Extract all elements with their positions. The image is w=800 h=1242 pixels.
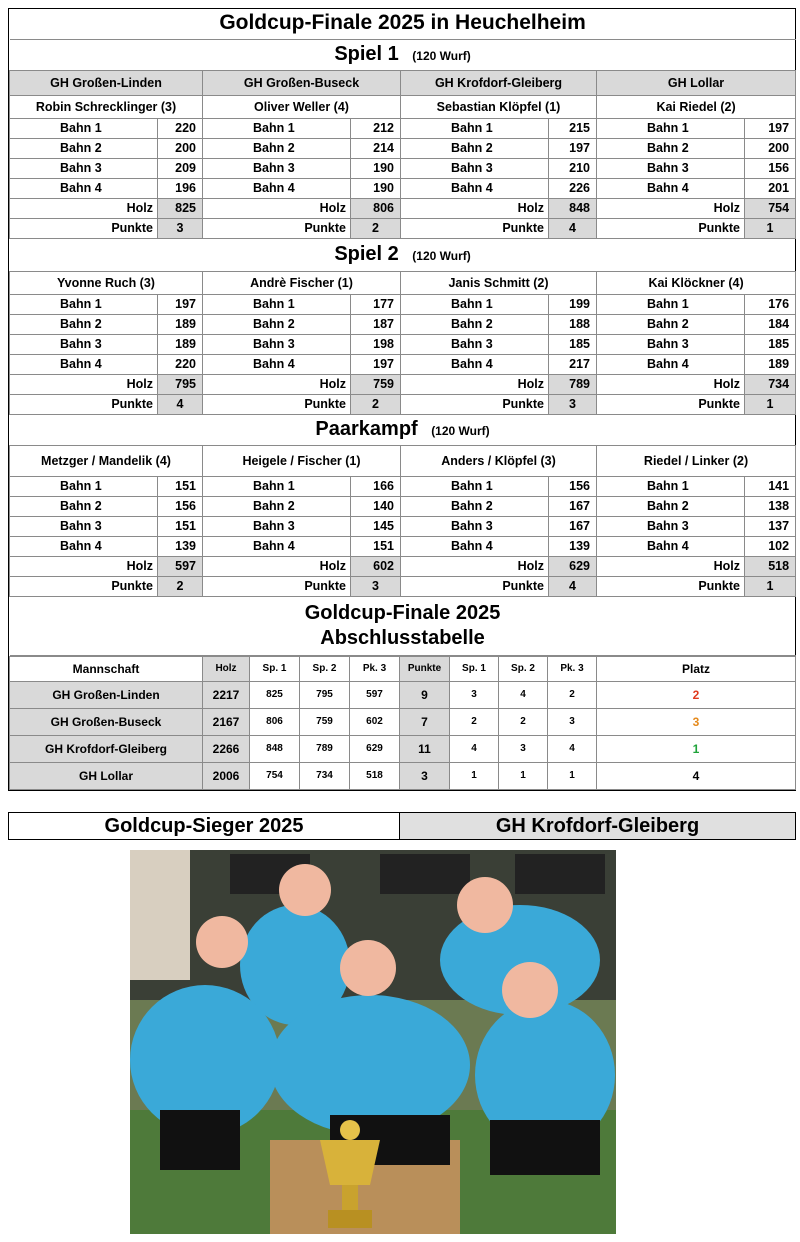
punkte-total: 11 [400, 736, 450, 763]
col-header-sp2: Sp. 2 [300, 657, 350, 682]
lane-label: Bahn 3 [401, 159, 549, 179]
lane-label: Bahn 3 [597, 335, 745, 355]
sp1-value: 754 [250, 763, 300, 790]
holz-label: Holz [10, 375, 158, 395]
table-row [10, 763, 796, 790]
rank-value: 4 [597, 763, 796, 790]
p3-value: 4 [548, 736, 597, 763]
player-name: Robin Schrecklinger (3) [10, 96, 203, 119]
punkte-value: 3 [549, 395, 597, 415]
holz-total: 734 [745, 375, 796, 395]
p3-value: 3 [548, 709, 597, 736]
lane-label: Bahn 3 [597, 517, 745, 537]
lane-score: 137 [745, 517, 796, 537]
lane-score: 197 [351, 355, 401, 375]
game-2-title: Spiel 2 [334, 243, 399, 265]
lane-label: Bahn 2 [203, 497, 351, 517]
lane-score: 166 [351, 477, 401, 497]
sp2-value: 734 [300, 763, 350, 790]
rank-value: 2 [597, 682, 796, 709]
lane-label: Bahn 1 [401, 295, 549, 315]
lane-score: 190 [351, 179, 401, 199]
lane-score: 188 [549, 315, 597, 335]
holz-total: 2006 [203, 763, 250, 790]
col-header-punkte: Punkte [400, 657, 450, 682]
pk3-value: 518 [350, 763, 400, 790]
lane-score: 226 [549, 179, 597, 199]
p1-value: 4 [450, 736, 499, 763]
lane-label: Bahn 2 [401, 497, 549, 517]
lane-score: 189 [745, 355, 796, 375]
punkte-label: Punkte [597, 577, 745, 597]
lane-label: Bahn 3 [10, 517, 158, 537]
player-name: Kai Klöckner (4) [597, 272, 796, 295]
lane-label: Bahn 1 [10, 477, 158, 497]
player-name: Anders / Klöpfel (3) [401, 446, 597, 477]
lane-label: Bahn 1 [203, 119, 351, 139]
lane-score: 210 [549, 159, 597, 179]
p1-value: 3 [450, 682, 499, 709]
final-title: Goldcup-Finale 2025 [304, 602, 501, 624]
lane-score: 156 [158, 497, 203, 517]
punkte-value: 4 [158, 395, 203, 415]
player-name: Janis Schmitt (2) [401, 272, 597, 295]
lane-label: Bahn 4 [203, 179, 351, 199]
lane-score: 187 [351, 315, 401, 335]
punkte-value: 1 [745, 395, 796, 415]
lane-score: 197 [549, 139, 597, 159]
lane-label: Bahn 3 [597, 159, 745, 179]
punkte-value: 4 [549, 577, 597, 597]
lane-label: Bahn 4 [203, 537, 351, 557]
lane-label: Bahn 1 [597, 295, 745, 315]
team-header: GH Lollar [597, 71, 796, 96]
lane-score: 151 [158, 477, 203, 497]
sp1-value: 825 [250, 682, 300, 709]
player-name: Sebastian Klöpfel (1) [401, 96, 597, 119]
lane-score: 200 [158, 139, 203, 159]
p1-value: 2 [450, 709, 499, 736]
lane-label: Bahn 3 [203, 335, 351, 355]
lane-score: 139 [158, 537, 203, 557]
game-2-subtitle: (120 Wurf) [412, 249, 471, 263]
holz-label: Holz [401, 199, 549, 219]
final-subtitle: Abschlusstabelle [320, 627, 485, 649]
punkte-value: 4 [549, 219, 597, 239]
lane-score: 189 [158, 315, 203, 335]
lane-score: 151 [158, 517, 203, 537]
p3-value: 2 [548, 682, 597, 709]
punkte-label: Punkte [597, 395, 745, 415]
lane-score: 217 [549, 355, 597, 375]
game-results-table [9, 9, 796, 656]
lane-score: 141 [745, 477, 796, 497]
rank-value: 3 [597, 709, 796, 736]
lane-score: 190 [351, 159, 401, 179]
punkte-label: Punkte [401, 219, 549, 239]
winner-label: Goldcup-Sieger 2025 [9, 813, 400, 839]
team-header: GH Krofdorf-Gleiberg [401, 71, 597, 96]
lane-score: 199 [549, 295, 597, 315]
lane-label: Bahn 4 [10, 537, 158, 557]
page-title: Goldcup-Finale 2025 in Heuchelheim [219, 11, 586, 34]
sp2-value: 759 [300, 709, 350, 736]
team-header: GH Großen-Linden [10, 71, 203, 96]
holz-total: 2167 [203, 709, 250, 736]
col-header-p-pk3: Pk. 3 [548, 657, 597, 682]
punkte-value: 3 [351, 577, 401, 597]
lane-label: Bahn 4 [597, 537, 745, 557]
team-name: GH Großen-Linden [10, 682, 203, 709]
player-name: Riedel / Linker (2) [597, 446, 796, 477]
lane-label: Bahn 1 [203, 477, 351, 497]
lane-label: Bahn 2 [401, 315, 549, 335]
lane-label: Bahn 3 [10, 335, 158, 355]
p1-value: 1 [450, 763, 499, 790]
punkte-value: 1 [745, 219, 796, 239]
lane-label: Bahn 1 [597, 119, 745, 139]
holz-label: Holz [10, 557, 158, 577]
lane-score: 167 [549, 517, 597, 537]
player-name: Oliver Weller (4) [203, 96, 401, 119]
lane-label: Bahn 4 [597, 355, 745, 375]
player-name: Kai Riedel (2) [597, 96, 796, 119]
lane-label: Bahn 1 [203, 295, 351, 315]
punkte-label: Punkte [203, 395, 351, 415]
player-name: Heigele / Fischer (1) [203, 446, 401, 477]
lane-label: Bahn 3 [10, 159, 158, 179]
p2-value: 2 [499, 709, 548, 736]
lane-score: 177 [351, 295, 401, 315]
lane-label: Bahn 1 [401, 477, 549, 497]
results-sheet [8, 8, 796, 791]
holz-label: Holz [203, 375, 351, 395]
holz-label: Holz [203, 199, 351, 219]
lane-label: Bahn 4 [10, 179, 158, 199]
lane-score: 189 [158, 335, 203, 355]
col-header-pk3: Pk. 3 [350, 657, 400, 682]
punkte-value: 1 [745, 577, 796, 597]
holz-total: 789 [549, 375, 597, 395]
holz-label: Holz [203, 557, 351, 577]
punkte-value: 2 [351, 395, 401, 415]
holz-label: Holz [597, 557, 745, 577]
punkte-total: 9 [400, 682, 450, 709]
lane-label: Bahn 2 [10, 139, 158, 159]
punkte-label: Punkte [203, 577, 351, 597]
holz-total: 759 [351, 375, 401, 395]
holz-label: Holz [401, 375, 549, 395]
holz-total: 2217 [203, 682, 250, 709]
lane-score: 184 [745, 315, 796, 335]
winner-banner [8, 812, 796, 840]
punkte-value: 2 [158, 577, 203, 597]
lane-score: 185 [549, 335, 597, 355]
lane-label: Bahn 2 [10, 315, 158, 335]
lane-label: Bahn 3 [401, 517, 549, 537]
lane-score: 145 [351, 517, 401, 537]
col-header-p-sp1: Sp. 1 [450, 657, 499, 682]
sp1-value: 806 [250, 709, 300, 736]
lane-score: 196 [158, 179, 203, 199]
lane-label: Bahn 2 [203, 139, 351, 159]
sp2-value: 789 [300, 736, 350, 763]
p2-value: 1 [499, 763, 548, 790]
lane-score: 220 [158, 355, 203, 375]
lane-score: 212 [351, 119, 401, 139]
game-3-title: Paarkampf [315, 418, 418, 440]
lane-label: Bahn 3 [203, 517, 351, 537]
lane-label: Bahn 1 [10, 119, 158, 139]
col-header-p-sp2: Sp. 2 [499, 657, 548, 682]
pk3-value: 602 [350, 709, 400, 736]
lane-score: 200 [745, 139, 796, 159]
holz-label: Holz [597, 199, 745, 219]
punkte-total: 7 [400, 709, 450, 736]
lane-score: 220 [158, 119, 203, 139]
holz-total: 806 [351, 199, 401, 219]
team-name: GH Großen-Buseck [10, 709, 203, 736]
holz-total: 795 [158, 375, 203, 395]
lane-label: Bahn 2 [401, 139, 549, 159]
punkte-label: Punkte [10, 395, 158, 415]
holz-label: Holz [401, 557, 549, 577]
lane-score: 185 [745, 335, 796, 355]
lane-score: 167 [549, 497, 597, 517]
lane-label: Bahn 1 [10, 295, 158, 315]
game-1-title: Spiel 1 [334, 43, 399, 65]
game-3-subtitle: (120 Wurf) [431, 424, 490, 438]
lane-score: 140 [351, 497, 401, 517]
punkte-label: Punkte [401, 577, 549, 597]
punkte-label: Punkte [10, 219, 158, 239]
lane-label: Bahn 2 [597, 315, 745, 335]
holz-total: 754 [745, 199, 796, 219]
holz-total: 602 [351, 557, 401, 577]
lane-label: Bahn 4 [401, 537, 549, 557]
table-row [10, 709, 796, 736]
lane-score: 156 [549, 477, 597, 497]
holz-label: Holz [597, 375, 745, 395]
sp2-value: 795 [300, 682, 350, 709]
lane-score: 139 [549, 537, 597, 557]
holz-label: Holz [10, 199, 158, 219]
punkte-label: Punkte [597, 219, 745, 239]
p2-value: 3 [499, 736, 548, 763]
table-row [10, 736, 796, 763]
pk3-value: 597 [350, 682, 400, 709]
holz-total: 848 [549, 199, 597, 219]
sp1-value: 848 [250, 736, 300, 763]
lane-score: 138 [745, 497, 796, 517]
lane-score: 201 [745, 179, 796, 199]
lane-score: 209 [158, 159, 203, 179]
table-row [10, 682, 796, 709]
player-name: Metzger / Mandelik (4) [10, 446, 203, 477]
team-photo [130, 850, 616, 1234]
lane-label: Bahn 4 [401, 355, 549, 375]
lane-score: 102 [745, 537, 796, 557]
lane-label: Bahn 1 [597, 477, 745, 497]
punkte-value: 2 [351, 219, 401, 239]
p2-value: 4 [499, 682, 548, 709]
scoreboard-display [380, 854, 470, 894]
lane-label: Bahn 3 [203, 159, 351, 179]
lane-label: Bahn 2 [597, 139, 745, 159]
holz-total: 2266 [203, 736, 250, 763]
lane-score: 214 [351, 139, 401, 159]
lane-score: 197 [745, 119, 796, 139]
lane-label: Bahn 4 [10, 355, 158, 375]
punkte-label: Punkte [10, 577, 158, 597]
col-header-platz: Platz [597, 657, 796, 682]
holz-total: 825 [158, 199, 203, 219]
scoreboard-display [515, 854, 605, 894]
team-header: GH Großen-Buseck [203, 71, 401, 96]
winner-team: GH Krofdorf-Gleiberg [400, 813, 795, 839]
lane-label: Bahn 4 [401, 179, 549, 199]
holz-total: 518 [745, 557, 796, 577]
player-name: Andrè Fischer (1) [203, 272, 401, 295]
col-header-holz: Holz [203, 657, 250, 682]
lane-score: 197 [158, 295, 203, 315]
p3-value: 1 [548, 763, 597, 790]
holz-total: 629 [549, 557, 597, 577]
lane-label: Bahn 1 [401, 119, 549, 139]
lane-label: Bahn 4 [203, 355, 351, 375]
lane-score: 198 [351, 335, 401, 355]
pk3-value: 629 [350, 736, 400, 763]
lane-score: 156 [745, 159, 796, 179]
punkte-total: 3 [400, 763, 450, 790]
col-header-team: Mannschaft [10, 657, 203, 682]
lane-label: Bahn 3 [401, 335, 549, 355]
final-standings-table [9, 656, 796, 790]
lane-score: 176 [745, 295, 796, 315]
col-header-sp1: Sp. 1 [250, 657, 300, 682]
team-name: GH Lollar [10, 763, 203, 790]
lane-label: Bahn 4 [597, 179, 745, 199]
team-name: GH Krofdorf-Gleiberg [10, 736, 203, 763]
rank-value: 1 [597, 736, 796, 763]
holz-total: 597 [158, 557, 203, 577]
punkte-label: Punkte [401, 395, 549, 415]
game-1-subtitle: (120 Wurf) [412, 49, 471, 63]
lane-score: 151 [351, 537, 401, 557]
punkte-label: Punkte [203, 219, 351, 239]
lane-label: Bahn 2 [10, 497, 158, 517]
lane-score: 215 [549, 119, 597, 139]
lane-label: Bahn 2 [597, 497, 745, 517]
player-name: Yvonne Ruch (3) [10, 272, 203, 295]
lane-label: Bahn 2 [203, 315, 351, 335]
punkte-value: 3 [158, 219, 203, 239]
